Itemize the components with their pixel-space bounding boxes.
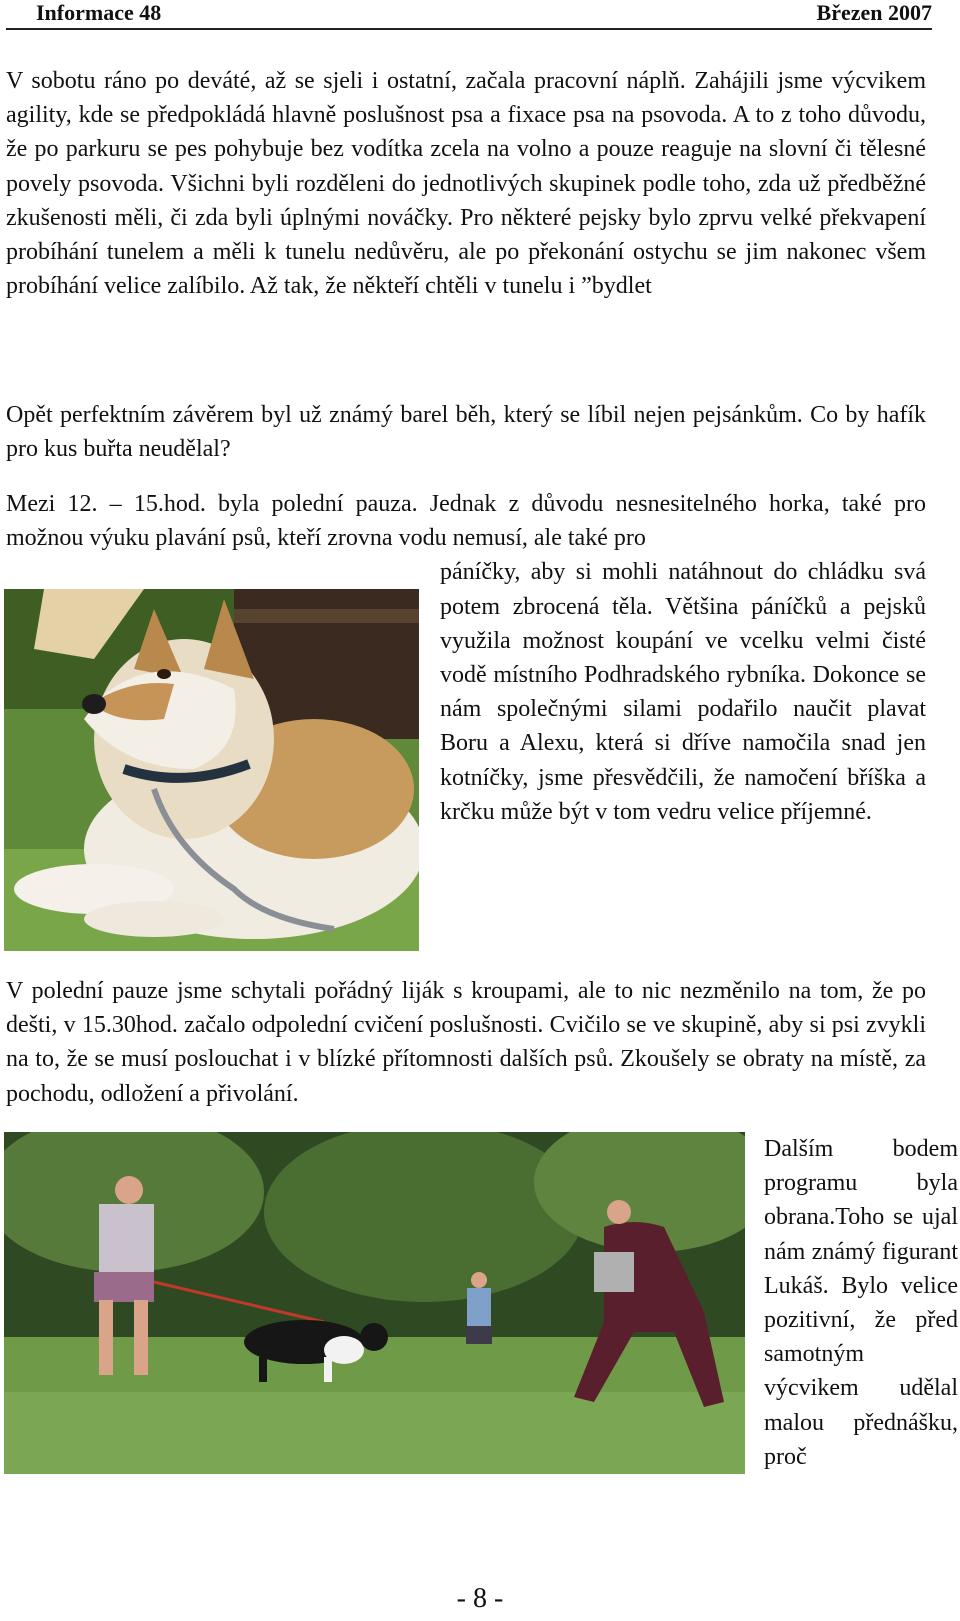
- paragraph-agility: [6, 64, 926, 303]
- paragraph-text: Mezi 12. – 15.hod. byla polední pauza. Jednak z důvodu nesnesitelného horka, také pro možnou výuku plavání psů, kteří zrovna vodu nemusí, ale také pro: [6, 491, 926, 552]
- paragraph-text-wrapped: páníčky, aby si mohli natáhnout do chládku svá potem zbrocená těla. Většina páníčků a pejsků využila možnost koupání ve vcelku velmi čisté vodě místního Podhradského rybníka. Dokonce se nám společnými silami podařilo naučit plavat Boru a Alexu, která si dříve namočila snad jen kotníčky, jsme přesvědčili, že namočení bříška a krčku může být v tom vedru velice příjemné.: [440, 559, 926, 825]
- paragraph-obedience: [6, 974, 926, 1111]
- page-header: [6, 0, 932, 30]
- issue-date: Březen 2007: [816, 0, 932, 25]
- page-number: - 8 -: [456, 1583, 504, 1614]
- newsletter-issue: Informace 48: [36, 0, 162, 25]
- paragraph-defense: [764, 1132, 958, 1474]
- dog-lying-photo: [4, 589, 419, 951]
- paragraph-barrel-run: [6, 398, 926, 466]
- paragraph-text: V polední pauze jsme schytali pořádný liják s kroupami, ale to nic nezměnilo na tom, že po dešti, v 15.30hod. začalo odpolední cvičení poslušnosti. Cvičilo se ve skupině, aby si psi zvykli na to, že se musí poslouchat i v blízké přítomnosti dalších psů. Zkoušely se obraty na místě, za pochodu, odložení a přivolání.: [6, 978, 926, 1107]
- paragraph-text: V sobotu ráno po deváté, až se sjeli i ostatní, začala pracovní náplň. Zahájili jsme výcvikem agility, kde se předpokládá hlavně poslušnost psa a fixace psa na psovoda. A to z toho důvodu, že po parkuru se pes pohybuje bez vodítka zcela na volno a pouze reaguje na slovní či tělesné povely psovoda. Všichni byli rozděleni do jednotlivých skupinek podle toho, zda už předběžné zkušenosti měli, či zda byli úplnými nováčky. Pro některé pejsky bylo zprvu velké překvapení probíhání tunelem a měli k tunelu nedůvěru, ale po překonání ostychu se jim nakonec všem probíhání velice zalíbilo. Až tak, že někteří chtěli v tunelu i ”bydlet: [6, 68, 926, 300]
- paragraph-text: Opět perfektním závěrem byl už známý barel běh, který se líbil nejen pejsánkům. Co by hafík pro kus buřta neudělal?: [6, 402, 926, 463]
- defense-training-photo: [4, 1132, 745, 1474]
- paragraph-text: Dalším bodem programu byla obrana.Toho se ujal nám známý figurant Lukáš. Bylo velice pozitivní, že před samotným výcvikem udělal malou přednášku, proč: [764, 1136, 958, 1470]
